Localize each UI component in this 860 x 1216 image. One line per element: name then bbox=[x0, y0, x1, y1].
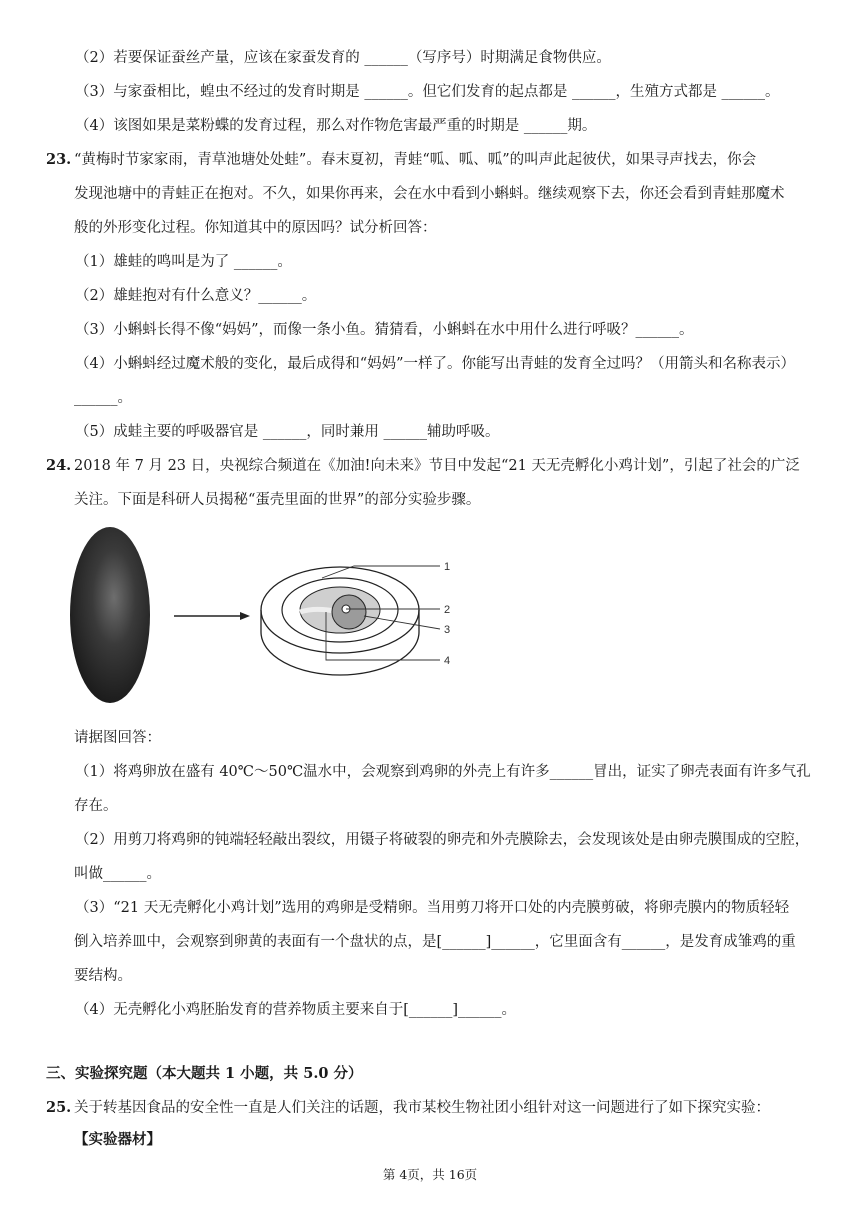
figure-label-2: 2 bbox=[444, 604, 451, 616]
q22-part3: （3）与家蚕相比，蝗虫不经过的发育时期是 ______。但它们发育的起点都是 ______，生殖方式都是 ______。 bbox=[75, 84, 780, 100]
q24-part1-line1: （1）将鸡卵放在盛有 40℃～50℃温水中，会观察到鸡卵的外壳上有许多______冒出，证实了卵壳表面有许多气孔 bbox=[75, 764, 811, 780]
q23-intro-line1: “黄梅时节家家雨，青草池塘处处蛙”。春末夏初，青蛙“呱、呱、呱”的叫声此起彼伏，如果寻声找去，你会 bbox=[74, 152, 757, 168]
q24-part3-line1: （3）“21 天无壳孵化小鸡计划”选用的鸡卵是受精卵。当用剪刀将开口处的内壳膜剪破，将卵壳膜内的物质轻轻 bbox=[75, 900, 790, 916]
arrow-icon bbox=[174, 612, 250, 620]
q22-part2: （2）若要保证蚕丝产量，应该在家蚕发育的 ______（写序号）时期满足食物供应。 bbox=[75, 50, 611, 66]
q24-part1-line2: 存在。 bbox=[74, 798, 118, 814]
q25-materials-heading: 【实验器材】 bbox=[74, 1131, 161, 1148]
page-number: 第 4页，共 16页 bbox=[382, 1167, 478, 1182]
q24-intro-line1: 2018 年 7 月 23 日，央视综合频道在《加油!向未来》节目中发起“21 天无壳孵化小鸡计划”，引起了社会的广泛 bbox=[74, 458, 800, 474]
q24-part2-line1: （2）用剪刀将鸡卵的钝端轻轻敲出裂纹，用镊子将破裂的卵壳和外壳膜除去，会发现该处是由卵壳膜围成的空腔， bbox=[75, 832, 810, 848]
whole-egg-image bbox=[70, 527, 150, 703]
q23-part4-line2: ______。 bbox=[74, 390, 132, 406]
q24-part3-line2: 倒入培养皿中，会观察到卵黄的表面有一个盘状的点，是[______]______，它里面含有______，是发育成雏鸡的重 bbox=[74, 934, 796, 950]
q23-part4-line1: （4）小蝌蚪经过魔术般的变化，最后成得和“妈妈”一样了。你能写出青蛙的发育全过吗？（用箭头和名称表示） bbox=[75, 356, 796, 372]
egg-structure-figure bbox=[64, 520, 484, 710]
q22-part4: （4）该图如果是菜粉蝶的发育过程，那么对作物危害最严重的时期是 ______期。 bbox=[75, 118, 597, 134]
q23-part3: （3）小蝌蚪长得不像“妈妈”，而像一条小鱼。猜猜看，小蝌蚪在水中用什么进行呼吸？______。 bbox=[75, 322, 694, 338]
q23-intro-line2: 发现池塘中的青蛙正在抱对。不久，如果你再来，会在水中看到小蝌蚪。继续观察下去，你还会看到青蛙那魔术 bbox=[74, 186, 785, 202]
q24-part2-line2: 叫做______。 bbox=[74, 866, 161, 882]
q24-part3-line3: 要结构。 bbox=[74, 968, 132, 984]
q23-part5: （5）成蛙主要的呼吸器官是 ______，同时兼用 ______辅助呼吸。 bbox=[75, 424, 500, 440]
q24-number: 24. bbox=[46, 457, 72, 474]
section-title: 三、实验探究题（本大题共 1 小题，共 5.0 分） bbox=[46, 1065, 363, 1082]
q25-intro: 关于转基因食品的安全性一直是人们关注的话题，我市某校生物社团小组针对这一问题进行了如下探究实验： bbox=[74, 1100, 770, 1116]
q24-part4: （4）无壳孵化小鸡胚胎发育的营养物质主要来自于[______]______。 bbox=[75, 1002, 517, 1018]
q23-part1: （1）雄蛙的鸣叫是为了 ______。 bbox=[75, 254, 292, 270]
q24-intro-line2: 关注。下面是科研人员揭秘“蛋壳里面的世界”的部分实验步骤。 bbox=[74, 492, 481, 508]
q23-number: 23. bbox=[46, 151, 72, 168]
q23-intro-line3: 般的外形变化过程。你知道其中的原因吗？试分析回答： bbox=[74, 220, 437, 236]
q24-prompt: 请据图回答： bbox=[74, 730, 161, 746]
q25-number: 25. bbox=[46, 1099, 72, 1116]
figure-label-1: 1 bbox=[444, 561, 451, 573]
figure-label-3: 3 bbox=[444, 624, 451, 636]
figure-label-4: 4 bbox=[444, 655, 451, 667]
q23-part2: （2）雄蛙抱对有什么意义？______。 bbox=[75, 288, 317, 304]
